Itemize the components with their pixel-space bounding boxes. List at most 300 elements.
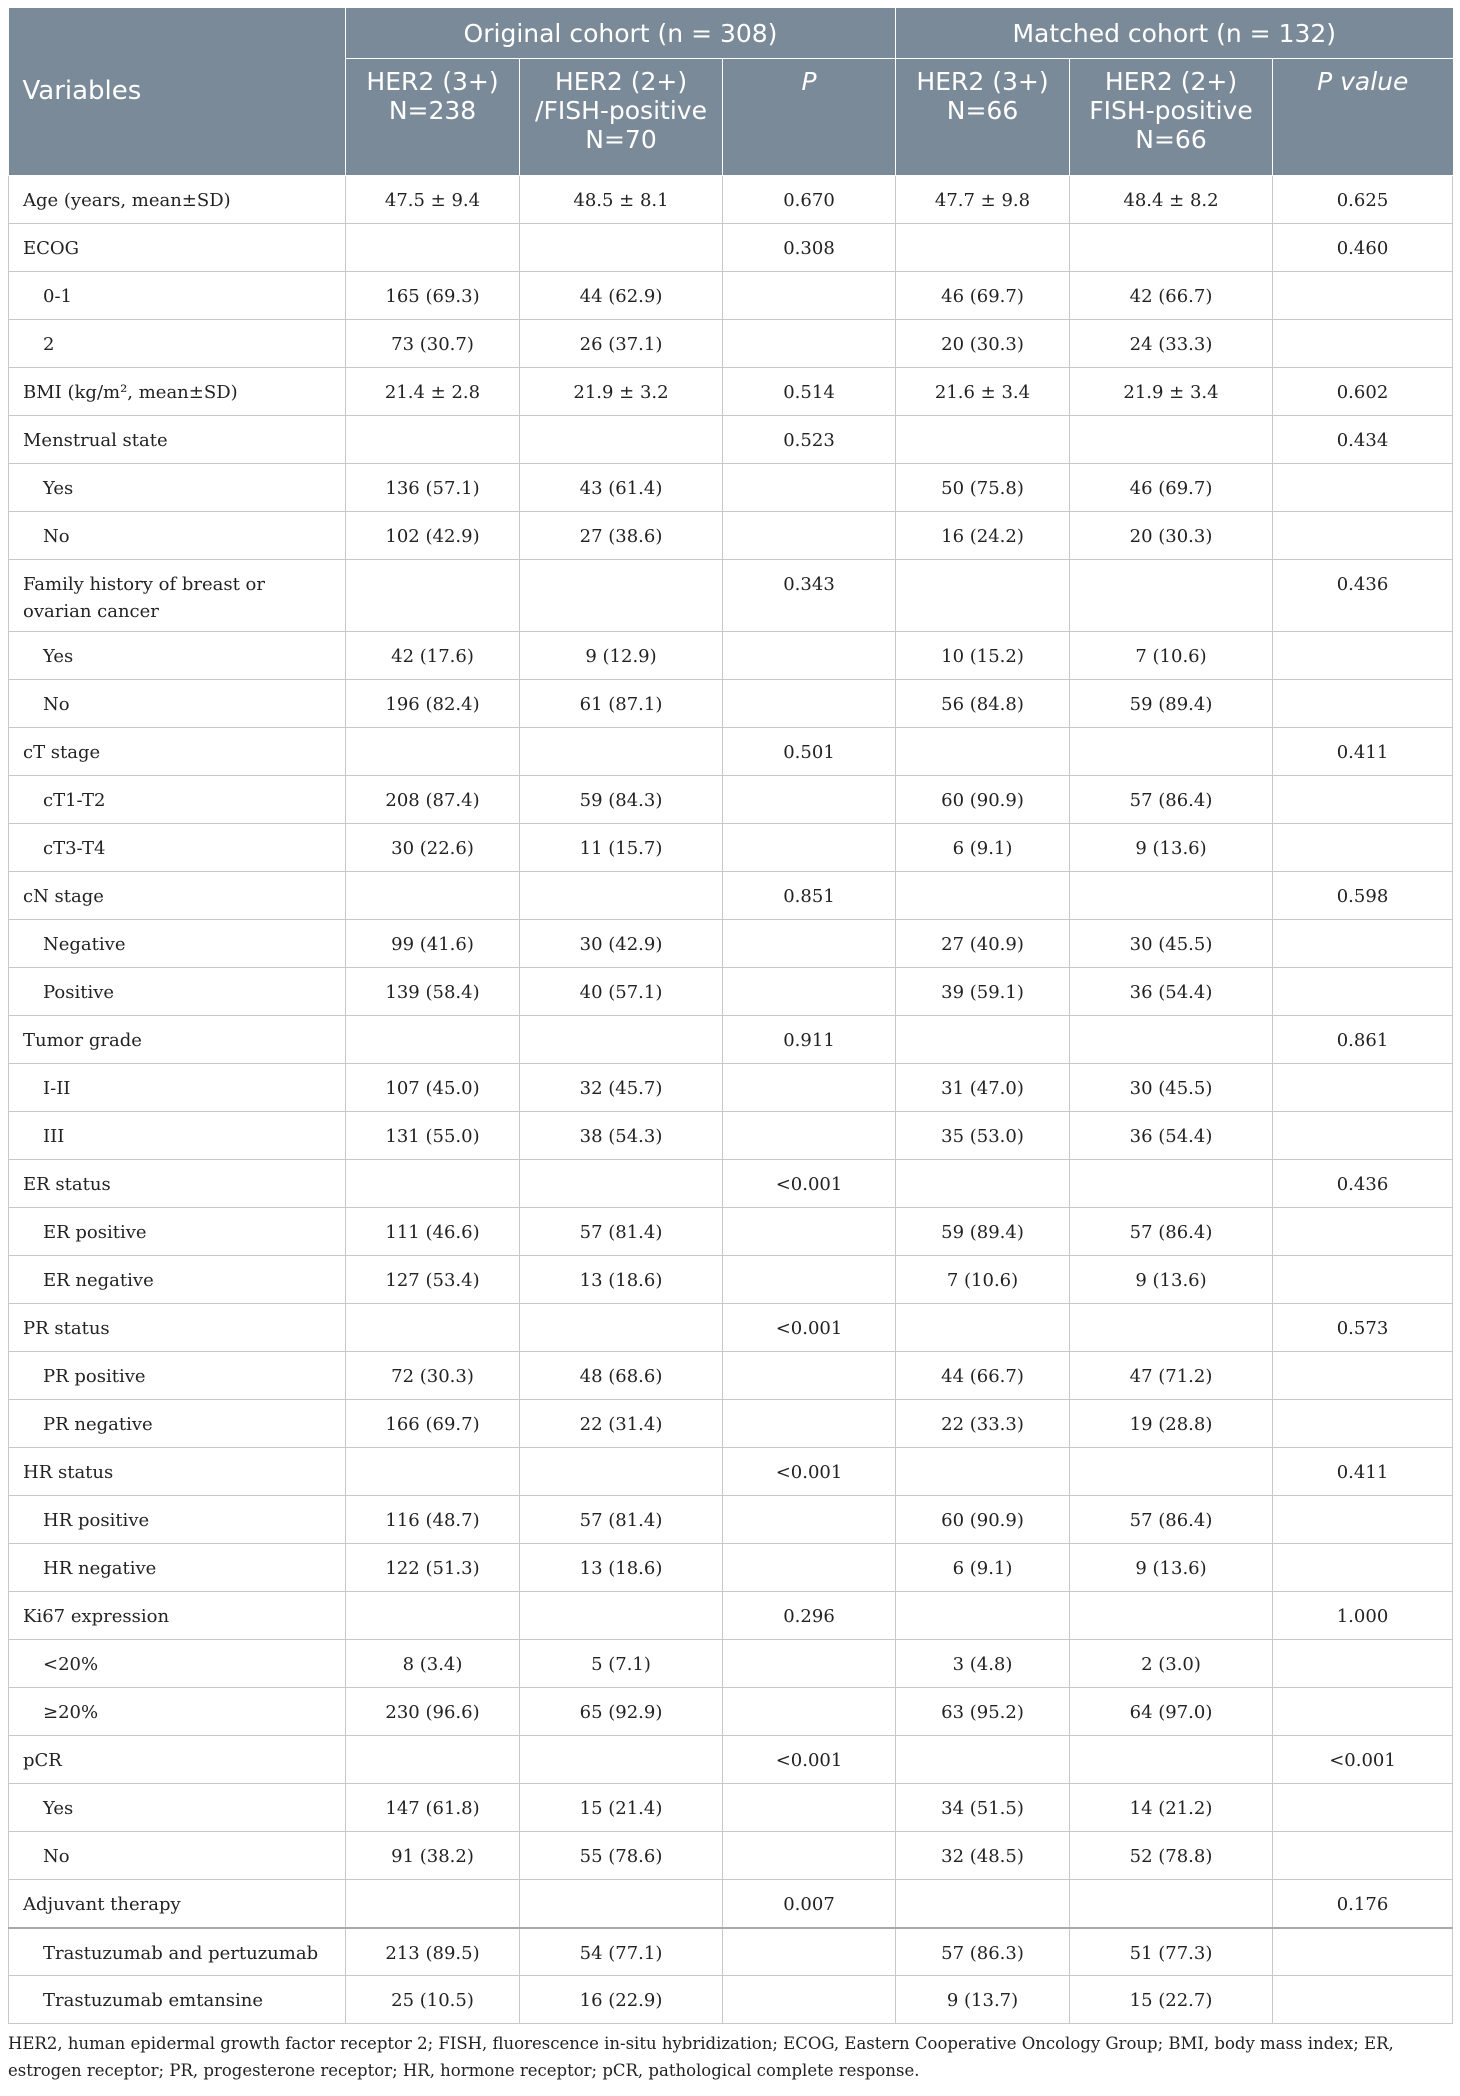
table-cell — [1070, 1880, 1273, 1928]
table-cell: 0.851 — [723, 872, 896, 920]
table-cell: 0.436 — [1273, 560, 1453, 632]
row-label: Yes — [9, 464, 346, 512]
table-cell: 22 (33.3) — [896, 1400, 1070, 1448]
original-her2-3plus-header: HER2 (3+) N=238 — [346, 59, 520, 176]
table-row — [9, 1592, 1453, 1640]
table-cell — [1070, 728, 1273, 776]
row-label: ≥20% — [9, 1688, 346, 1736]
table-row — [9, 824, 1453, 872]
matched-her2-2plus-fish-header: HER2 (2+) FISH-positive N=66 — [1070, 59, 1273, 176]
table-row — [9, 464, 1453, 512]
table-cell — [1273, 1208, 1453, 1256]
table-cell — [1070, 1448, 1273, 1496]
table-cell: 27 (38.6) — [520, 512, 723, 560]
table-cell — [723, 680, 896, 728]
table-cell: 107 (45.0) — [346, 1064, 520, 1112]
table-cell — [1070, 1016, 1273, 1064]
table-cell — [1273, 1832, 1453, 1880]
table-row — [9, 320, 1453, 368]
table-cell: 57 (86.4) — [1070, 1496, 1273, 1544]
table-cell: 10 (15.2) — [896, 632, 1070, 680]
table-cell — [1273, 1976, 1453, 2024]
table-cell: 2 (3.0) — [1070, 1640, 1273, 1688]
table-cell — [346, 416, 520, 464]
table-cell: 0.411 — [1273, 1448, 1453, 1496]
table-cell — [1273, 1496, 1453, 1544]
table-cell: 165 (69.3) — [346, 272, 520, 320]
table-cell: <0.001 — [723, 1448, 896, 1496]
row-label: HR positive — [9, 1496, 346, 1544]
table-cell: 13 (18.6) — [520, 1544, 723, 1592]
table-row — [9, 416, 1453, 464]
table-cell: 32 (45.7) — [520, 1064, 723, 1112]
table-cell: 14 (21.2) — [1070, 1784, 1273, 1832]
table-cell: 20 (30.3) — [896, 320, 1070, 368]
table-cell — [1273, 464, 1453, 512]
table-row — [9, 1832, 1453, 1880]
table-cell: 0.434 — [1273, 416, 1453, 464]
table-cell — [896, 1448, 1070, 1496]
row-label: PR negative — [9, 1400, 346, 1448]
table-row — [9, 632, 1453, 680]
table-row — [9, 272, 1453, 320]
table-row — [9, 1736, 1453, 1784]
table-cell: 48.4 ± 8.2 — [1070, 176, 1273, 224]
row-label: <20% — [9, 1640, 346, 1688]
table-cell — [723, 1256, 896, 1304]
table-cell — [1070, 1304, 1273, 1352]
table-cell: 44 (66.7) — [896, 1352, 1070, 1400]
table-cell — [723, 776, 896, 824]
row-label: cT1-T2 — [9, 776, 346, 824]
table-cell: 60 (90.9) — [896, 776, 1070, 824]
table-cell: 39 (59.1) — [896, 968, 1070, 1016]
table-cell — [346, 1736, 520, 1784]
table-cell: 102 (42.9) — [346, 512, 520, 560]
table-cell: 30 (22.6) — [346, 824, 520, 872]
table-cell — [1273, 680, 1453, 728]
table-cell: 55 (78.6) — [520, 1832, 723, 1880]
table-cell — [723, 512, 896, 560]
table-cell: 9 (13.6) — [1070, 824, 1273, 872]
table-cell: 0.911 — [723, 1016, 896, 1064]
table-cell — [346, 1448, 520, 1496]
table-cell: 0.343 — [723, 560, 896, 632]
table-cell: 57 (81.4) — [520, 1208, 723, 1256]
table-cell — [723, 920, 896, 968]
row-label: ER status — [9, 1160, 346, 1208]
table-cell: 147 (61.8) — [346, 1784, 520, 1832]
matched-p-value-header: P value — [1273, 59, 1453, 176]
table-cell: 32 (48.5) — [896, 1832, 1070, 1880]
table-row — [9, 1784, 1453, 1832]
table-cell — [896, 1016, 1070, 1064]
table-cell: 36 (54.4) — [1070, 968, 1273, 1016]
table-cell: 196 (82.4) — [346, 680, 520, 728]
table-cell — [346, 1592, 520, 1640]
table-cell: 46 (69.7) — [1070, 464, 1273, 512]
table-cell: 8 (3.4) — [346, 1640, 520, 1688]
table-cell — [723, 632, 896, 680]
table-row — [9, 1304, 1453, 1352]
table-cell — [520, 560, 723, 632]
table-cell — [1273, 1064, 1453, 1112]
table-cell — [520, 1304, 723, 1352]
table-cell — [520, 1592, 723, 1640]
table-cell: 0.625 — [1273, 176, 1453, 224]
table-cell — [1273, 272, 1453, 320]
table-cell — [896, 1304, 1070, 1352]
table-row — [9, 1496, 1453, 1544]
row-label: Menstrual state — [9, 416, 346, 464]
row-label: Age (years, mean±SD) — [9, 176, 346, 224]
table-cell: 0.308 — [723, 224, 896, 272]
table-row — [9, 1400, 1453, 1448]
row-label: BMI (kg/m², mean±SD) — [9, 368, 346, 416]
table-cell: 9 (13.6) — [1070, 1256, 1273, 1304]
table-cell: 52 (78.8) — [1070, 1832, 1273, 1880]
table-cell: 47 (71.2) — [1070, 1352, 1273, 1400]
table-cell: 73 (30.7) — [346, 320, 520, 368]
table-cell: 30 (42.9) — [520, 920, 723, 968]
table-cell: 0.861 — [1273, 1016, 1453, 1064]
table-cell: 22 (31.4) — [520, 1400, 723, 1448]
table-cell: <0.001 — [1273, 1736, 1453, 1784]
table-cell — [520, 1448, 723, 1496]
variables-header: Variables — [9, 8, 346, 176]
table-cell: 99 (41.6) — [346, 920, 520, 968]
table-cell — [1070, 1592, 1273, 1640]
table-cell — [1273, 1688, 1453, 1736]
table-row — [9, 1544, 1453, 1592]
table-cell — [896, 224, 1070, 272]
table-cell — [346, 1304, 520, 1352]
row-label: No — [9, 512, 346, 560]
table-cell: 3 (4.8) — [896, 1640, 1070, 1688]
table-cell — [723, 1064, 896, 1112]
table-cell: 9 (13.7) — [896, 1976, 1070, 2024]
table-cell: 16 (22.9) — [520, 1976, 723, 2024]
row-label: 0-1 — [9, 272, 346, 320]
table-cell: 1.000 — [1273, 1592, 1453, 1640]
table-cell — [1070, 224, 1273, 272]
table-cell: 31 (47.0) — [896, 1064, 1070, 1112]
table-cell — [1273, 920, 1453, 968]
table-row — [9, 1688, 1453, 1736]
table-cell — [723, 968, 896, 1016]
row-label: pCR — [9, 1736, 346, 1784]
baseline-characteristics-table — [8, 8, 1453, 2024]
table-cell — [1070, 416, 1273, 464]
table-cell: 9 (13.6) — [1070, 1544, 1273, 1592]
table-cell: 15 (22.7) — [1070, 1976, 1273, 2024]
table-cell — [896, 1880, 1070, 1928]
table-cell — [520, 416, 723, 464]
row-label: No — [9, 1832, 346, 1880]
table-cell: <0.001 — [723, 1160, 896, 1208]
table-cell: 9 (12.9) — [520, 632, 723, 680]
table-row — [9, 1640, 1453, 1688]
table-cell — [520, 1736, 723, 1784]
table-cell: 16 (24.2) — [896, 512, 1070, 560]
table-cell: 91 (38.2) — [346, 1832, 520, 1880]
table-header — [9, 8, 1453, 176]
original-her2-2plus-fish-header: HER2 (2+) /FISH-positive N=70 — [520, 59, 723, 176]
table-cell — [1273, 968, 1453, 1016]
table-row — [9, 1112, 1453, 1160]
row-label: Ki67 expression — [9, 1592, 346, 1640]
table-cell: 61 (87.1) — [520, 680, 723, 728]
table-footnote: HER2, human epidermal growth factor receptor 2; FISH, fluorescence in-situ hybridization; ECOG, Eastern Cooperative Oncology Group; BMI, body mass index; ER, estrogen receptor; PR, progesterone receptor; HR, hormone receptor; pCR, pathological complete response. — [8, 2034, 1394, 2080]
table-cell: 5 (7.1) — [520, 1640, 723, 1688]
table-row — [9, 1928, 1453, 1976]
table-cell: 57 (86.4) — [1070, 776, 1273, 824]
table-cell: 48.5 ± 8.1 — [520, 176, 723, 224]
table-cell: 21.6 ± 3.4 — [896, 368, 1070, 416]
table-cell — [723, 320, 896, 368]
table-row — [9, 176, 1453, 224]
table-row — [9, 512, 1453, 560]
table-cell: 59 (84.3) — [520, 776, 723, 824]
table-cell: 208 (87.4) — [346, 776, 520, 824]
table-cell — [1273, 1544, 1453, 1592]
table-cell — [723, 1688, 896, 1736]
table-cell: 136 (57.1) — [346, 464, 520, 512]
table-cell — [1273, 512, 1453, 560]
table-cell: 230 (96.6) — [346, 1688, 520, 1736]
table-cell — [723, 824, 896, 872]
table-cell: 0.176 — [1273, 1880, 1453, 1928]
row-label: No — [9, 680, 346, 728]
table-cell — [1273, 1400, 1453, 1448]
table-cell: 46 (69.7) — [896, 272, 1070, 320]
row-label: cN stage — [9, 872, 346, 920]
table-cell — [1273, 632, 1453, 680]
table-row — [9, 680, 1453, 728]
matched-cohort-header: Matched cohort (n = 132) — [896, 8, 1453, 59]
table-cell — [1273, 1640, 1453, 1688]
table-cell: 127 (53.4) — [346, 1256, 520, 1304]
table-cell: 57 (86.3) — [896, 1928, 1070, 1976]
row-label: III — [9, 1112, 346, 1160]
table-row — [9, 1064, 1453, 1112]
table-cell — [1070, 560, 1273, 632]
table-row — [9, 1256, 1453, 1304]
table-cell — [723, 1208, 896, 1256]
table-cell: 21.4 ± 2.8 — [346, 368, 520, 416]
table-cell: 30 (45.5) — [1070, 920, 1273, 968]
row-label: cT stage — [9, 728, 346, 776]
table-cell: 64 (97.0) — [1070, 1688, 1273, 1736]
table-cell — [723, 1496, 896, 1544]
table-cell: 34 (51.5) — [896, 1784, 1070, 1832]
table-cell — [346, 728, 520, 776]
table-cell — [1070, 872, 1273, 920]
table-cell: 213 (89.5) — [346, 1928, 520, 1976]
table-cell: 0.007 — [723, 1880, 896, 1928]
table-cell — [723, 1976, 896, 2024]
table-cell: 111 (46.6) — [346, 1208, 520, 1256]
table-cell: 0.296 — [723, 1592, 896, 1640]
table-cell — [520, 1160, 723, 1208]
table-cell: 13 (18.6) — [520, 1256, 723, 1304]
row-label: Adjuvant therapy — [9, 1880, 346, 1928]
table-cell: 26 (37.1) — [520, 320, 723, 368]
row-label: HR negative — [9, 1544, 346, 1592]
original-cohort-header: Original cohort (n = 308) — [346, 8, 896, 59]
table-cell — [723, 1640, 896, 1688]
table-cell — [723, 1784, 896, 1832]
table-cell: 44 (62.9) — [520, 272, 723, 320]
table-cell: 6 (9.1) — [896, 824, 1070, 872]
table-row — [9, 1448, 1453, 1496]
table-cell: 40 (57.1) — [520, 968, 723, 1016]
row-label: 2 — [9, 320, 346, 368]
table-cell: 20 (30.3) — [1070, 512, 1273, 560]
table-cell: 0.436 — [1273, 1160, 1453, 1208]
table-row — [9, 728, 1453, 776]
table-cell: 59 (89.4) — [1070, 680, 1273, 728]
table-cell — [896, 560, 1070, 632]
table-row — [9, 1016, 1453, 1064]
table-cell: 43 (61.4) — [520, 464, 723, 512]
table-cell — [346, 560, 520, 632]
table-cell — [1273, 1352, 1453, 1400]
table-cell: 0.670 — [723, 176, 896, 224]
table-cell — [1070, 1736, 1273, 1784]
table-row — [9, 560, 1453, 632]
table-cell — [723, 1832, 896, 1880]
row-label: Yes — [9, 1784, 346, 1832]
table-row — [9, 224, 1453, 272]
row-label: PR positive — [9, 1352, 346, 1400]
table-cell: 0.501 — [723, 728, 896, 776]
table-cell — [896, 872, 1070, 920]
table-cell: 116 (48.7) — [346, 1496, 520, 1544]
table-cell — [723, 1112, 896, 1160]
table-cell: 57 (81.4) — [520, 1496, 723, 1544]
table-row — [9, 920, 1453, 968]
row-label: Yes — [9, 632, 346, 680]
table-cell — [723, 464, 896, 512]
table-row — [9, 1880, 1453, 1928]
row-label: ER negative — [9, 1256, 346, 1304]
table-cell — [346, 224, 520, 272]
table-cell: 24 (33.3) — [1070, 320, 1273, 368]
table-cell — [896, 728, 1070, 776]
table-cell: 47.5 ± 9.4 — [346, 176, 520, 224]
table-cell — [520, 224, 723, 272]
table-cell: 38 (54.3) — [520, 1112, 723, 1160]
row-label: Family history of breast or ovarian cancer — [9, 560, 346, 632]
table-cell — [896, 416, 1070, 464]
table-cell — [1273, 776, 1453, 824]
table-cell: 0.602 — [1273, 368, 1453, 416]
table-cell — [896, 1736, 1070, 1784]
table-row — [9, 776, 1453, 824]
table-cell: 11 (15.7) — [520, 824, 723, 872]
table-row — [9, 968, 1453, 1016]
row-label: Trastuzumab and pertuzumab — [9, 1928, 346, 1976]
table-cell: 0.573 — [1273, 1304, 1453, 1352]
row-label: HR status — [9, 1448, 346, 1496]
row-label: Positive — [9, 968, 346, 1016]
table-cell: 72 (30.3) — [346, 1352, 520, 1400]
table-cell — [896, 1592, 1070, 1640]
table-row — [9, 1160, 1453, 1208]
table-cell: 36 (54.4) — [1070, 1112, 1273, 1160]
table-cell: 63 (95.2) — [896, 1688, 1070, 1736]
table-cell: 35 (53.0) — [896, 1112, 1070, 1160]
table-cell: 30 (45.5) — [1070, 1064, 1273, 1112]
table-cell: 42 (17.6) — [346, 632, 520, 680]
table-cell: <0.001 — [723, 1304, 896, 1352]
row-label: PR status — [9, 1304, 346, 1352]
table-row — [9, 872, 1453, 920]
table-cell: 131 (55.0) — [346, 1112, 520, 1160]
table-cell — [520, 1880, 723, 1928]
table-cell — [520, 1016, 723, 1064]
matched-her2-3plus-header: HER2 (3+) N=66 — [896, 59, 1070, 176]
table-cell: 0.523 — [723, 416, 896, 464]
table-cell — [346, 1160, 520, 1208]
table-body — [9, 176, 1453, 2024]
table-cell: 7 (10.6) — [1070, 632, 1273, 680]
table-cell — [723, 1544, 896, 1592]
table-cell: 0.514 — [723, 368, 896, 416]
table-cell: 6 (9.1) — [896, 1544, 1070, 1592]
table-cell: 7 (10.6) — [896, 1256, 1070, 1304]
table-row — [9, 1208, 1453, 1256]
table-cell: <0.001 — [723, 1736, 896, 1784]
table-cell: 51 (77.3) — [1070, 1928, 1273, 1976]
table-cell: 19 (28.8) — [1070, 1400, 1273, 1448]
table-cell: 42 (66.7) — [1070, 272, 1273, 320]
table-cell: 15 (21.4) — [520, 1784, 723, 1832]
table-cell — [723, 1928, 896, 1976]
original-p-header: P — [723, 59, 896, 176]
row-label: cT3-T4 — [9, 824, 346, 872]
table-cell: 0.598 — [1273, 872, 1453, 920]
table-cell — [1273, 1256, 1453, 1304]
row-label: Tumor grade — [9, 1016, 346, 1064]
table-cell: 57 (86.4) — [1070, 1208, 1273, 1256]
table-figure — [8, 8, 1452, 2084]
table-cell — [1273, 1784, 1453, 1832]
table-cell: 21.9 ± 3.2 — [520, 368, 723, 416]
table-cell: 50 (75.8) — [896, 464, 1070, 512]
table-row — [9, 368, 1453, 416]
row-label: Negative — [9, 920, 346, 968]
row-label: Trastuzumab emtansine — [9, 1976, 346, 2024]
table-cell: 56 (84.8) — [896, 680, 1070, 728]
table-cell — [896, 1160, 1070, 1208]
table-cell: 122 (51.3) — [346, 1544, 520, 1592]
table-cell: 48 (68.6) — [520, 1352, 723, 1400]
table-cell: 27 (40.9) — [896, 920, 1070, 968]
table-row — [9, 1976, 1453, 2024]
table-cell: 54 (77.1) — [520, 1928, 723, 1976]
table-cell — [346, 1880, 520, 1928]
table-cell — [1273, 1928, 1453, 1976]
table-cell — [520, 728, 723, 776]
table-row — [9, 1352, 1453, 1400]
row-label: ER positive — [9, 1208, 346, 1256]
table-cell — [1273, 1112, 1453, 1160]
table-cell — [1070, 1160, 1273, 1208]
table-cell — [346, 1016, 520, 1064]
table-cell — [723, 1400, 896, 1448]
